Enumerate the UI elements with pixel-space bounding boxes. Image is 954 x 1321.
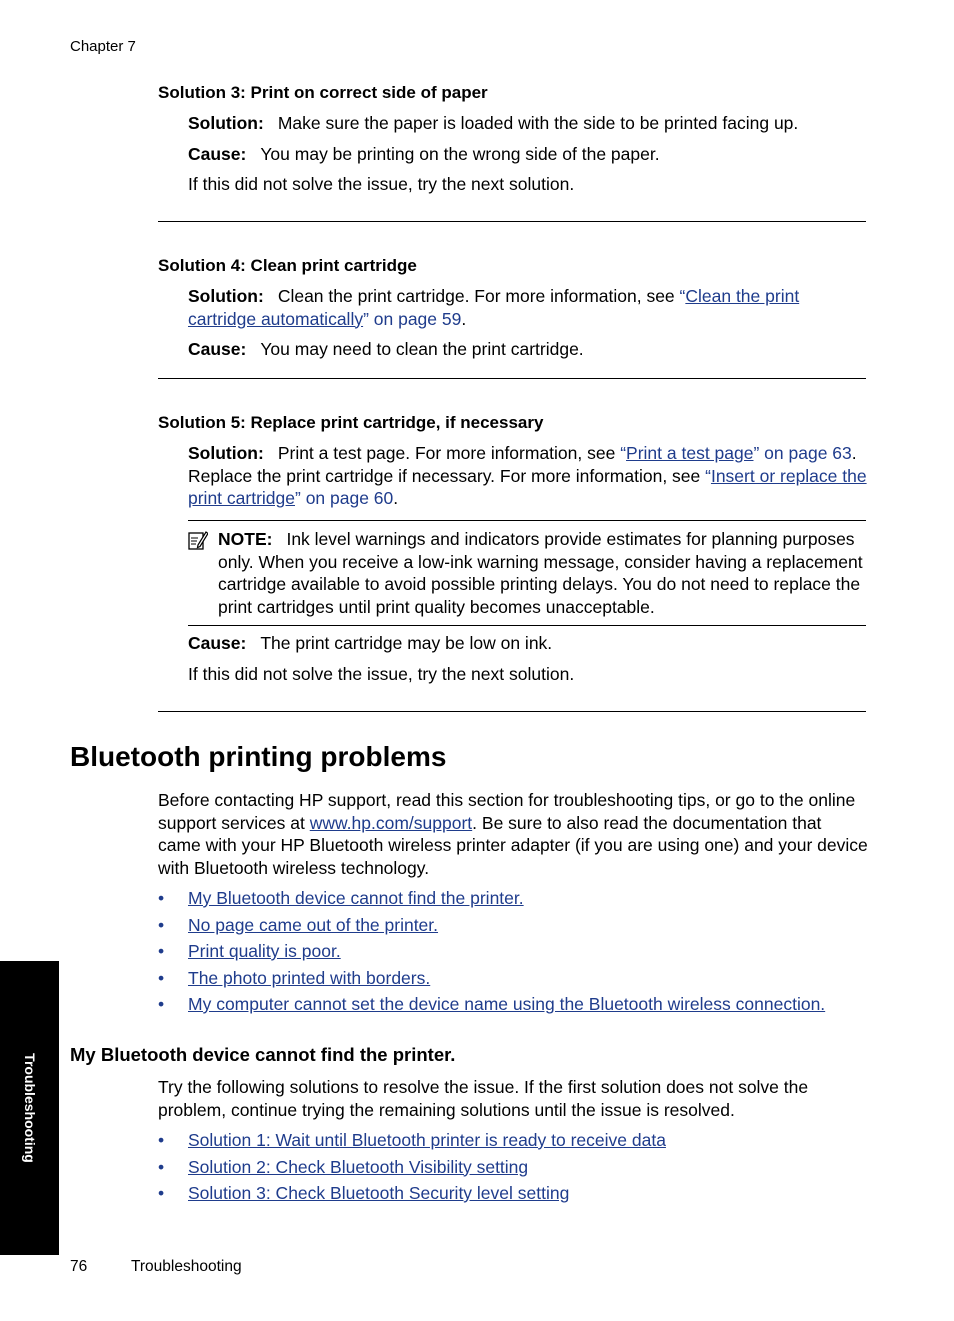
solution-text-mid: . Replace the print cartridge if necessary. For more information, see xyxy=(188,443,857,486)
clean-cartridge-link[interactable]: Clean the print cartridge automatically xyxy=(188,286,800,329)
solution-5-title: Solution 5: Replace print cartridge, if necessary xyxy=(158,413,544,432)
solution-4-cause xyxy=(188,338,868,361)
topic-link-print-quality[interactable]: Print quality is poor. xyxy=(188,941,341,961)
solution-2-link[interactable]: Solution 2: Check Bluetooth Visibility setting xyxy=(188,1156,529,1177)
solution-3-link[interactable]: Solution 3: Check Bluetooth Security level setting xyxy=(188,1183,570,1203)
solution-text: Print a test page. For more information, see xyxy=(277,443,621,463)
side-tab-label: Troubleshooting xyxy=(21,1053,38,1163)
list-item xyxy=(158,940,825,967)
intro-text-post: . Be sure to also read the documentation that came with your HP Bluetooth wireless printer adapter (if you are using one) and your device with Bluetooth wireless technology. xyxy=(158,812,868,878)
quote-open: “ xyxy=(679,286,686,306)
replace-cartridge-link[interactable]: Insert or replace the print cartridge xyxy=(188,465,867,508)
bullet: • xyxy=(158,941,165,961)
footer-section: Troubleshooting xyxy=(131,1258,242,1275)
list-item xyxy=(158,887,825,914)
solution-4-title: Solution 4: Clean print cartridge xyxy=(158,256,417,275)
solution-label: Solution: xyxy=(188,443,264,463)
topic-link-no-page[interactable]: No page came out of the printer. xyxy=(188,914,439,935)
note-text xyxy=(218,528,866,618)
page-ref[interactable]: ” on page 60 xyxy=(295,488,394,508)
topic-link-borders[interactable]: The photo printed with borders. xyxy=(188,967,431,988)
solution-label: Solution: xyxy=(188,113,264,133)
side-tab xyxy=(0,961,59,1255)
list-item xyxy=(158,914,825,941)
page-ref[interactable]: ” on page 63 xyxy=(753,443,852,463)
bullet: • xyxy=(158,914,165,935)
note-box xyxy=(188,520,866,626)
cause-label: Cause: xyxy=(188,633,247,653)
solution-3-title: Solution 3: Print on correct side of paper xyxy=(158,83,488,102)
divider xyxy=(158,221,866,222)
bullet: • xyxy=(158,1156,165,1177)
bullet: • xyxy=(158,967,165,988)
topic-link-cannot-find[interactable]: My Bluetooth device cannot find the printer. xyxy=(188,888,524,908)
bluetooth-heading: Bluetooth printing problems xyxy=(70,741,447,772)
period: . xyxy=(393,488,399,508)
note-pencil-icon xyxy=(188,530,208,550)
solution-5-next: If this did not solve the issue, try the next solution. xyxy=(188,664,575,684)
cannot-find-heading: My Bluetooth device cannot find the printer. xyxy=(70,1044,456,1065)
hp-support-link[interactable]: www.hp.com/support xyxy=(309,812,473,833)
solution-3-next: If this did not solve the issue, try the next solution. xyxy=(188,174,575,194)
page-ref[interactable]: ” on page 59 xyxy=(363,308,462,329)
list-item xyxy=(158,1129,666,1156)
solution-3-cause xyxy=(188,143,868,166)
page-number: 76 xyxy=(70,1258,88,1275)
solution-text: Clean the print cartridge. For more information, see xyxy=(277,286,680,306)
cause-label: Cause: xyxy=(188,339,247,359)
bluetooth-intro xyxy=(158,789,868,879)
bluetooth-topic-list xyxy=(158,887,825,1020)
cannot-find-solution-list xyxy=(158,1129,666,1209)
solution-5-cause xyxy=(188,632,868,655)
cause-label: Cause: xyxy=(188,144,247,164)
note-body: Ink level warnings and indicators provide estimates for planning purposes only. When you receive a low-ink warning message, consider having a replacement cartridge available to avoid possible printing delays. You do not need to replace the print cartridges until print quality becomes unacceptable. xyxy=(218,529,863,617)
solution-4-solution xyxy=(188,285,868,330)
cause-text: The print cartridge may be low on ink. xyxy=(260,633,553,653)
solution-label: Solution: xyxy=(188,286,264,306)
solution-5-solution xyxy=(188,442,868,510)
chapter-header: Chapter 7 xyxy=(70,38,136,55)
quote-open: “ xyxy=(705,465,711,486)
list-item xyxy=(158,1182,666,1209)
list-item xyxy=(158,993,825,1020)
quote-open: “ xyxy=(620,443,627,463)
solution-text: Make sure the paper is loaded with the side to be printed facing up. xyxy=(277,113,799,133)
intro-text: Before contacting HP support, read this section for troubleshooting tips, or go to the online support services at xyxy=(158,790,856,833)
cause-text: You may be printing on the wrong side of the paper. xyxy=(260,144,660,164)
divider xyxy=(158,711,866,712)
period: . xyxy=(461,308,467,329)
list-item xyxy=(158,1156,666,1183)
divider xyxy=(158,378,866,379)
bullet: • xyxy=(158,994,165,1014)
list-item xyxy=(158,967,825,994)
bullet: • xyxy=(158,888,165,908)
note-label: NOTE: xyxy=(218,529,273,549)
topic-link-device-name[interactable]: My computer cannot set the device name using the Bluetooth wireless connection. xyxy=(188,994,826,1014)
solution-1-link[interactable]: Solution 1: Wait until Bluetooth printer is ready to receive data xyxy=(188,1130,666,1150)
solution-3-solution xyxy=(188,112,868,135)
cause-text: You may need to clean the print cartridge. xyxy=(260,339,584,359)
cannot-find-intro: Try the following solutions to resolve the issue. If the first solution does not solve the problem, continue trying the remaining solutions until the issue is resolved. xyxy=(158,1077,809,1120)
print-test-page-link[interactable]: Print a test page xyxy=(626,443,754,463)
bullet: • xyxy=(158,1183,165,1203)
bullet: • xyxy=(158,1130,165,1150)
